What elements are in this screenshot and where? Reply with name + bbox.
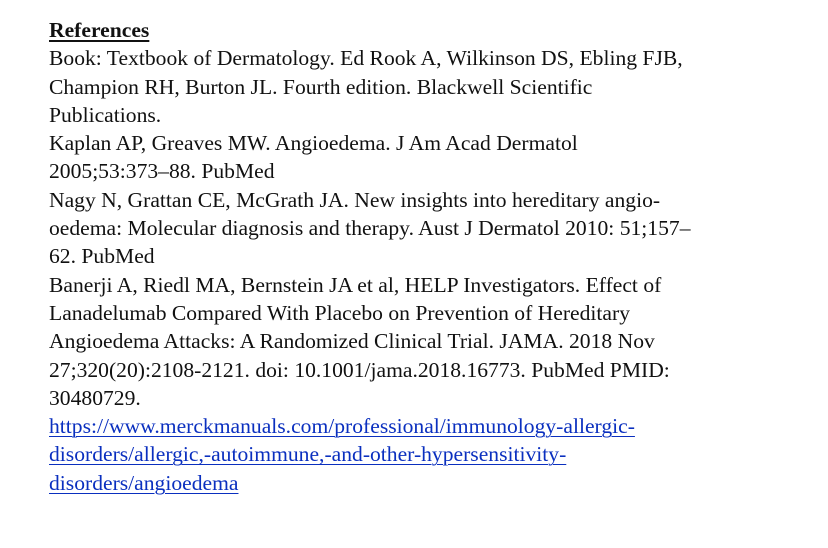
reference-line: 2005;53:373–88. PubMed bbox=[49, 159, 275, 184]
link-line[interactable]: https://www.merckmanuals.com/professional/immunology-allergic- bbox=[49, 414, 635, 439]
reference-line: Banerji A, Riedl MA, Bernstein JA et al, HELP Investigators. Effect of bbox=[49, 272, 662, 297]
reference-line: 27;320(20):2108-2121. doi: 10.1001/jama.2018.16773. PubMed PMID: bbox=[49, 357, 670, 382]
reference-line: Angioedema Attacks: A Randomized Clinical Trial. JAMA. 2018 Nov bbox=[49, 329, 655, 354]
reference-item bbox=[49, 186, 819, 271]
references-heading: References bbox=[49, 18, 150, 42]
link-line[interactable]: disorders/angioedema bbox=[49, 470, 239, 495]
reference-item bbox=[49, 44, 819, 129]
reference-line: Book: Textbook of Dermatology. Ed Rook A, Wilkinson DS, Ebling FJB, bbox=[49, 46, 683, 71]
reference-item bbox=[49, 271, 819, 412]
merck-manuals-link[interactable] bbox=[49, 412, 819, 497]
reference-line: Champion RH, Burton JL. Fourth edition. Blackwell Scientific bbox=[49, 74, 593, 99]
reference-line: 30480729. bbox=[49, 385, 141, 410]
references-document bbox=[49, 16, 819, 497]
reference-line: Publications. bbox=[49, 102, 162, 127]
link-line[interactable]: disorders/allergic,-autoimmune,-and-other-hypersensitivity- bbox=[49, 442, 567, 467]
reference-line: Lanadelumab Compared With Placebo on Prevention of Hereditary bbox=[49, 300, 630, 325]
reference-line: oedema: Molecular diagnosis and therapy. Aust J Dermatol 2010: 51;157– bbox=[49, 216, 691, 241]
reference-item bbox=[49, 129, 819, 186]
reference-line: Nagy N, Grattan CE, McGrath JA. New insights into hereditary angio- bbox=[49, 187, 661, 212]
reference-line: 62. PubMed bbox=[49, 244, 155, 269]
reference-line: Kaplan AP, Greaves MW. Angioedema. J Am Acad Dermatol bbox=[49, 131, 578, 156]
